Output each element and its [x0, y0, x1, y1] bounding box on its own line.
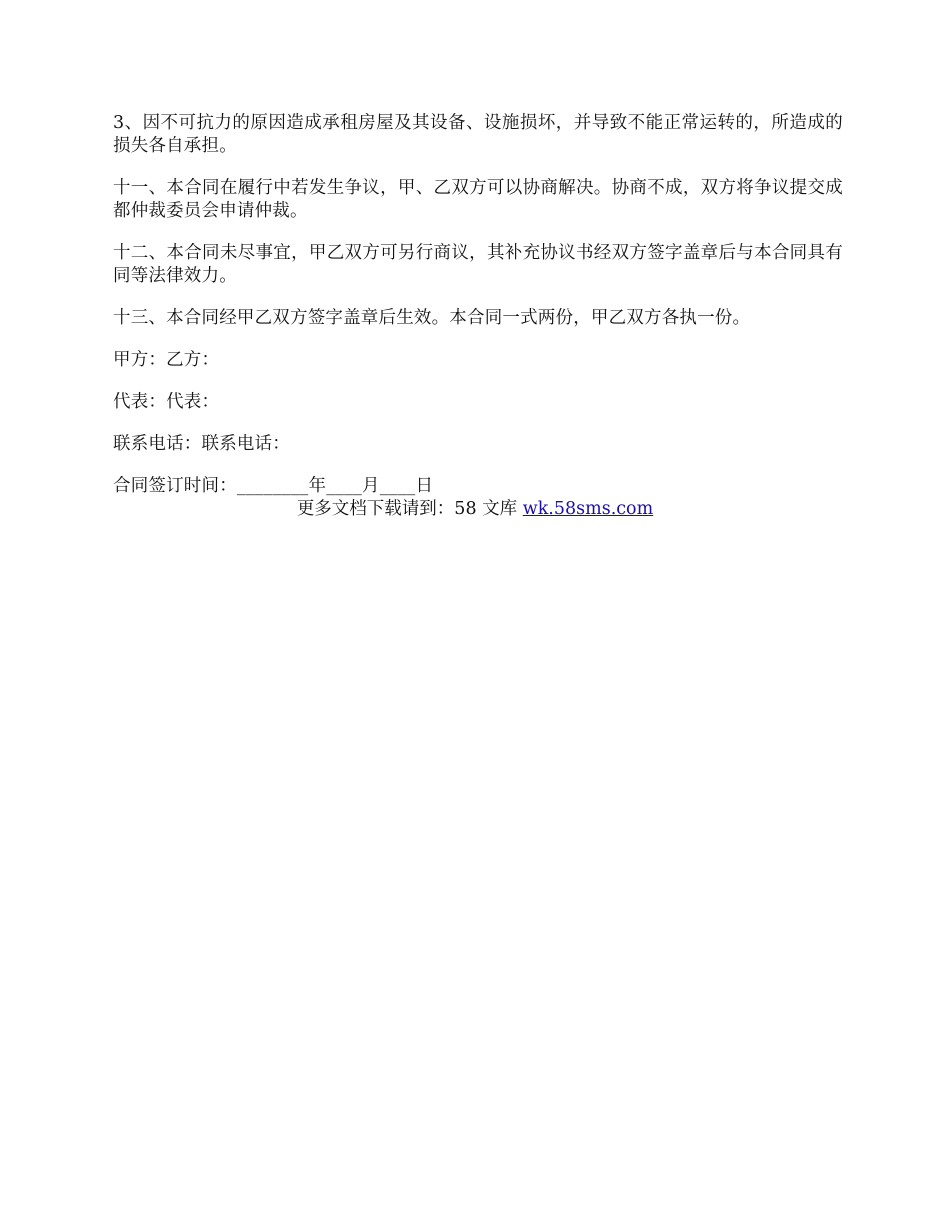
paragraph-supplement: 十二、本合同未尽事宜，甲乙双方可另行商议，其补充协议书经双方签字盖章后与本合同具有同等法律效力。: [113, 243, 843, 286]
document-body: [113, 112, 843, 517]
footer-link[interactable]: wk.58sms.com: [522, 499, 654, 519]
party-signature-line: 甲方：乙方：: [113, 350, 220, 370]
representative-line: 代表：代表：: [113, 392, 220, 412]
paragraph-effective: 十三、本合同经甲乙双方签字盖章后生效。本合同一式两份，甲乙双方各执一份。: [113, 308, 751, 328]
phone-line: 联系电话：联系电话：: [113, 434, 290, 454]
footer-text: 更多文档下载请到：58 文库: [296, 499, 523, 519]
paragraph-dispute: 十一、本合同在履行中若发生争议，甲、乙双方可以协商解决。协商不成，双方将争议提交成都仲裁委员会申请仲裁。: [113, 178, 843, 221]
paragraph-force-majeure: 3、因不可抗力的原因造成承租房屋及其设备、设施损坏，并导致不能正常运转的，所造成的损失各自承担。: [113, 113, 843, 156]
download-footer: [0, 497, 950, 521]
signing-date-line: 合同签订时间：________年____月____日: [113, 476, 434, 496]
